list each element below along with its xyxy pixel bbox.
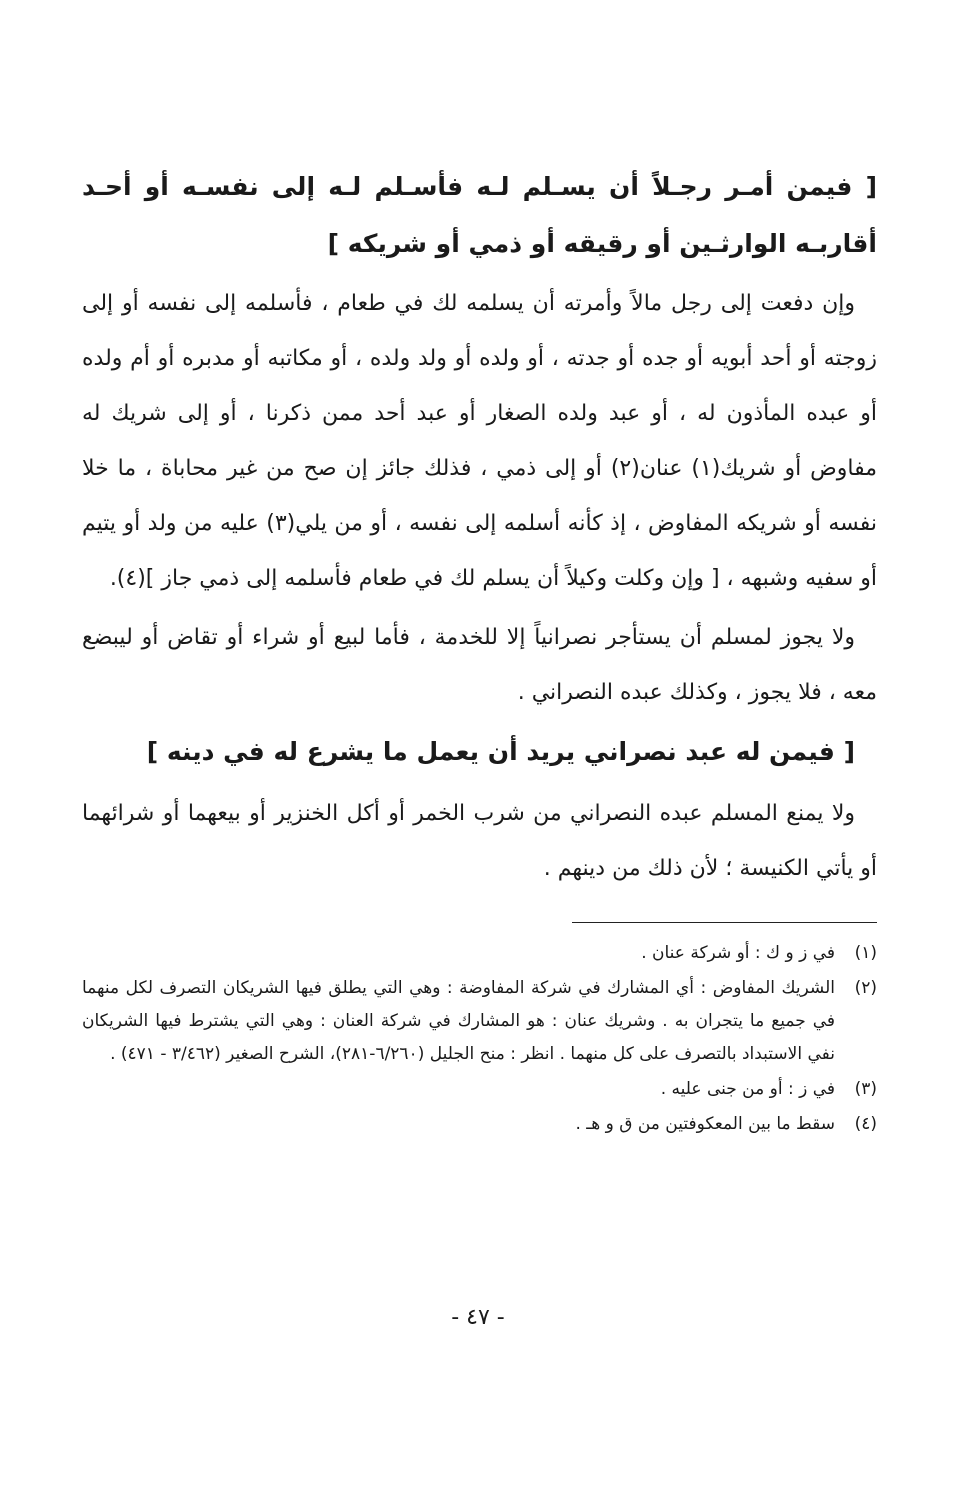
section-heading-1: [ فيمن أمـر رجـلاً أن يسـلم لـه فأسـلم لـه إلى نفسـه أو أحـد أقاربـه الوارثـين أو رقيقه أو ذمي أو شريكه ] xyxy=(82,172,877,258)
footnote-divider xyxy=(572,922,877,923)
section-heading-2: [ فيمن له عبد نصراني يريد أن يعمل ما يشرع له في دينه ] xyxy=(146,737,855,766)
paragraph-3: ولا يمنع المسلم عبده النصراني من شرب الخمر أو أكل الخنزير أو بيعهما أو شرائهما أو يأتي الكنيسة ؛ لأن ذلك من دينهم . xyxy=(82,801,877,881)
footnote-number: (٢) xyxy=(854,978,877,998)
footnote-item xyxy=(82,972,877,1071)
footnote-number: (٣) xyxy=(854,1079,877,1099)
paragraph-2: ولا يجوز لمسلم أن يستأجر نصرانياً إلا للخدمة ، فأما لبيع أو شراء أو تقاض أو ليبضع معه ، فلا يجوز ، وكذلك عبده النصراني . xyxy=(82,625,877,705)
footnote-text: سقط ما بين المعكوفتين من ق و هـ . xyxy=(575,1114,835,1134)
footnote-text: في ز : أو من جنى عليه . xyxy=(660,1079,835,1099)
page-number: - ٤٧ - xyxy=(451,1305,505,1330)
footnotes-list xyxy=(82,937,877,1141)
footnote-item xyxy=(82,1108,877,1141)
footnote-number: (١) xyxy=(854,943,877,963)
footnote-item xyxy=(82,1073,877,1106)
footnote-item xyxy=(82,937,877,970)
footnote-text: الشريك المفاوض : أي المشارك في شركة المفاوضة : وهي التي يطلق فيها الشريكان التصرف لكل منهما في جميع ما يتجران به . وشريك عنان : هو المشارك في شركة العنان : وهي التي يشترط فيها الشريكان نفي الاستبداد بالتصرف على كل منهما . انظر : منح الجليل (٦/٢٦٠-٢٨١)، الشرح الصغير (٣/٤٦٢ - ٤٧١) . xyxy=(82,978,835,1064)
footnote-text: في ز و ك : أو شركة عنان . xyxy=(641,943,835,963)
paragraph-1: وإن دفعت إلى رجل مالاً وأمرته أن يسلمه لك في طعام ، فأسلمه إلى نفسه أو إلى زوجته أو أحد أبويه أو جده أو جدته ، أو ولده أو ولد ولده ، أو مكاتبه أو مدبره أو أم ولده أو عبده المأذون له ، أو عبد ولده الصغار أو عبد أحد ممن ذكرنا ، أو إلى شريك له مفاوض أو شريك(١) عنان(٢) أو إلى ذمي ، فذلك جائز إن صح من غير محاباة ، ما خلا نفسه أو شريكه المفاوض ، إذ كأنه أسلمه إلى نفسه ، أو من يلي(٣) عليه من ولد أو يتيم أو سفيه وشبهه ، [ وإن وكلت وكيلاً أن يسلم لك في طعام فأسلمه إلى ذمي جاز ](٤). xyxy=(82,291,878,591)
footnote-number: (٤) xyxy=(854,1114,877,1134)
page-content xyxy=(82,158,877,1143)
